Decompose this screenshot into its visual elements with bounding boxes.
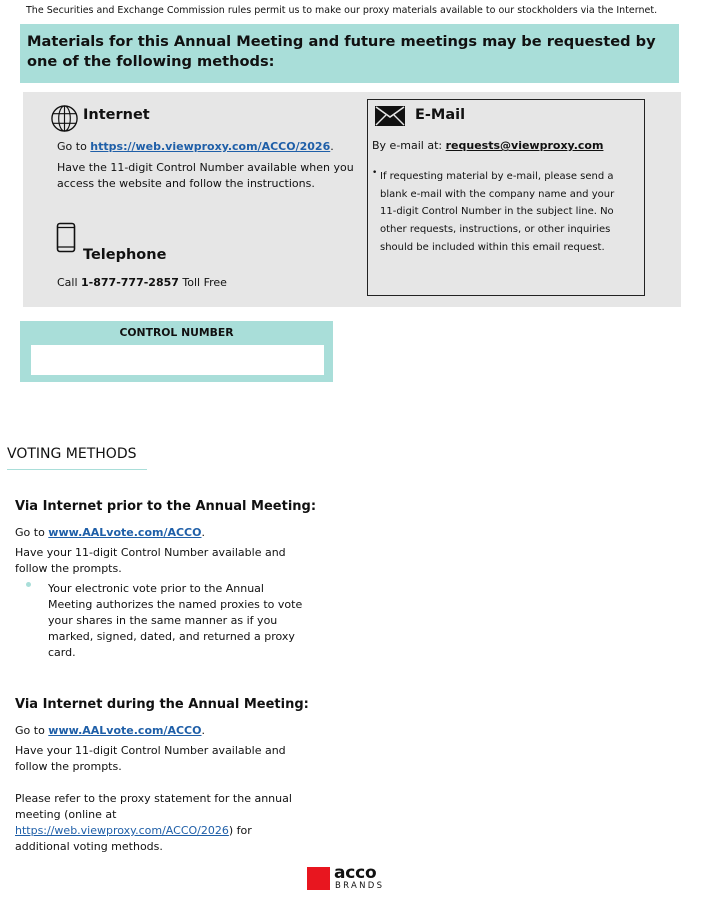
telephone-call-prefix: Call <box>57 276 82 289</box>
during-vote-url-link[interactable]: www.AALvote.com/ACCO <box>48 724 202 737</box>
acco-logo-word: acco <box>334 863 377 883</box>
envelope-icon <box>375 106 405 126</box>
mobile-phone-icon <box>56 222 76 253</box>
email-by-prefix: By e-mail at: <box>372 139 446 152</box>
refer-prefix: Please refer to the proxy statement for the annual meeting (online at <box>15 792 292 821</box>
request-methods-banner <box>20 24 679 83</box>
telephone-title: Telephone <box>83 247 167 263</box>
prior-meeting-title: Via Internet prior to the Annual Meeting: <box>15 499 317 514</box>
internet-goto-suffix: . <box>330 140 334 153</box>
during-goto-suffix: . <box>201 724 205 737</box>
acco-logo-sub: BRANDS <box>335 881 385 891</box>
prior-meeting-instructions: Have your 11-digit Control Number available and follow the prompts. <box>15 546 286 575</box>
during-meeting-goto <box>15 723 205 739</box>
prior-meeting-goto <box>15 525 205 541</box>
internet-title: Internet <box>83 107 150 123</box>
email-by <box>372 139 603 152</box>
prior-goto-suffix: . <box>201 526 205 539</box>
refer-suffix: ) for additional voting methods. <box>15 824 252 853</box>
telephone-call <box>57 276 227 289</box>
email-bullet-marker: • <box>372 168 378 178</box>
during-meeting-instructions: Have your 11-digit Control Number available and follow the prompts. <box>15 744 286 773</box>
internet-instructions: Have the 11-digit Control Number available when you access the website and follow the instructions. <box>57 161 354 190</box>
internet-goto <box>57 140 334 153</box>
during-meeting-title: Via Internet during the Annual Meeting: <box>15 697 309 712</box>
voting-methods-heading: VOTING METHODS <box>7 446 137 462</box>
prior-meeting-note: Your electronic vote prior to the Annual Meeting authorizes the named proxies to vote your shares in the same manner as if you marked, signed, dated, and returned a proxy card. <box>48 582 303 659</box>
control-number-box <box>20 321 333 382</box>
sec-notice: The Securities and Exchange Commission rules permit us to make our proxy materials available to our stockholders via the Internet. <box>26 5 658 16</box>
prior-bullet-marker <box>26 582 31 587</box>
heading-underline <box>7 469 147 470</box>
during-goto-prefix: Go to <box>15 724 49 737</box>
acco-logo-mark <box>307 867 330 890</box>
email-instructions: If requesting material by e-mail, please send a blank e-mail with the company name and your 11-digit Control Number in the subject line. No other requests, instructions, or other inquiries should be included within this email request. <box>380 171 615 253</box>
email-title: E-Mail <box>415 107 466 123</box>
internet-url-link[interactable]: https://web.viewproxy.com/ACCO/2026 <box>90 140 331 153</box>
prior-vote-url-link[interactable]: www.AALvote.com/ACCO <box>48 526 202 539</box>
banner-text: Materials for this Annual Meeting and future meetings may be requested by one of the following methods: <box>27 33 656 70</box>
control-number-label: CONTROL NUMBER <box>119 326 234 339</box>
prior-goto-prefix: Go to <box>15 526 49 539</box>
telephone-number[interactable]: 1-877-777-2857 <box>81 276 179 289</box>
email-address-link[interactable]: requests@viewproxy.com <box>445 139 604 152</box>
proxy-statement-link[interactable]: https://web.viewproxy.com/ACCO/2026 <box>15 824 229 837</box>
proxy-statement-note <box>15 791 305 855</box>
telephone-call-suffix: Toll Free <box>178 276 227 289</box>
internet-goto-prefix: Go to <box>57 140 91 153</box>
globe-icon <box>50 104 79 133</box>
control-number-field <box>31 345 324 375</box>
